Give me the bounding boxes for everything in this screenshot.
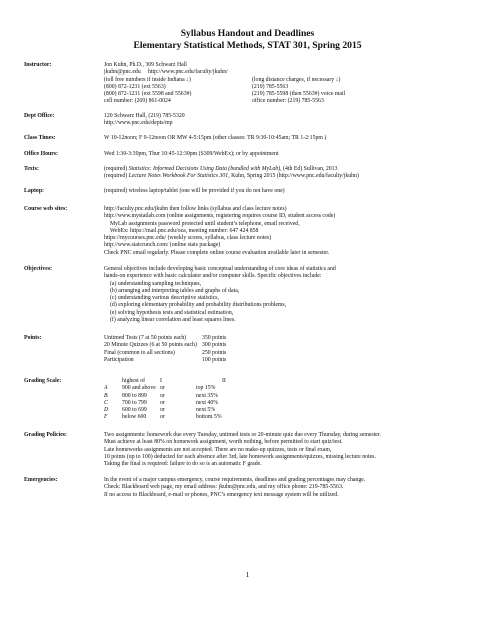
grade-letter: A	[104, 385, 108, 392]
grading-scale-header	[196, 378, 222, 385]
grading-scale-header	[104, 378, 122, 385]
phone-cell: (800) 872-1231 (ext 5598 and 5563#)	[104, 91, 192, 98]
phone-cell: (toll free numbers if inside Indiana ↓)	[104, 76, 191, 83]
dept-url: http://www.pnc.edu/depts/mp	[104, 120, 173, 127]
objective-line: (f) analyzing linear correlation and least squares lines.	[110, 317, 236, 324]
objectives-label: Objectives:	[24, 266, 53, 272]
emergency-line: Check: Blackboard web page, my email address: jkuhn@pnc.edu, and my office phone: 219-785-5563.	[104, 484, 344, 491]
objective-line: (b) arranging and interpreting tables and graphs of data,	[110, 287, 240, 294]
grading-scale-header: I	[160, 378, 162, 384]
phone-cell: cell number: (269) 861-0024	[104, 98, 171, 105]
grade-cell: next 35%	[196, 392, 219, 399]
grade-letter: B	[104, 392, 108, 399]
class-times-label: Class Times:	[24, 135, 56, 141]
grade-letter: D	[104, 407, 109, 414]
page-title: Syllabus Handout and Deadlines	[180, 28, 315, 39]
grade-cell: or	[160, 407, 165, 414]
class-times-text: W 10-12noon; F 9-12noon OR MW 4-5:15pm (other classes: TR 9:30-10:45am; TR 1-2:15pm )	[104, 135, 327, 141]
grade-cell: below 600	[122, 414, 147, 421]
objective-line: (a) understanding sampling techniques,	[110, 280, 202, 287]
grading-policy-line: 10 points (up to 100) deducted for each absence after 3rd, late homework assignments/quizzes, missing lecture notes.	[104, 453, 376, 460]
grading-policy-line: Late homeworks assignments are not accepted. There are no make-up quizzes, tests or final exam,	[104, 446, 332, 453]
grade-spacer	[222, 400, 262, 407]
grade-cell: 600 to 699	[122, 407, 147, 414]
laptop-label: Laptop:	[24, 188, 44, 194]
dept-label: Dept Office:	[24, 113, 55, 119]
phone-table	[104, 77, 480, 106]
points-value: 100 points	[202, 356, 227, 363]
grade-cell: next 40%	[196, 399, 219, 406]
objective-line: General objectives include developing basic conceptual understanding of core ideas of statistics and	[104, 266, 336, 272]
grading-scale-header: highest of	[122, 378, 146, 384]
page-subtitle: Elementary Statistical Methods, STAT 301, Spring 2015	[133, 40, 362, 51]
points-label: Points:	[24, 335, 42, 341]
text-1-title: Statistics: Informed Decisions Using Data (bundled with MyLab)	[128, 166, 281, 172]
texts-label: Texts:	[24, 166, 39, 172]
grade-cell: bottom 5%	[196, 414, 222, 421]
grading-policy-line: Taking the final is required: failure to do so is an automatic F grade.	[104, 461, 262, 468]
grade-cell: or	[160, 414, 165, 421]
grading-scale-table	[104, 378, 480, 422]
grade-letter: C	[104, 399, 108, 406]
grade-letter: F	[104, 414, 108, 421]
office-hours-label: Office Hours:	[24, 151, 58, 157]
emergency-line: In the event of a major campus emergency, course requirements, deadlines and grading percentages may change.	[104, 477, 366, 483]
grade-cell: top 15%	[196, 385, 216, 392]
points-table	[104, 335, 480, 364]
points-item: Untimed Tests (7 at 50 points each)	[104, 335, 187, 341]
text-2-title: Lecture Notes Workbook For Statistics 301	[128, 173, 229, 180]
emergencies-label: Emergencies:	[24, 477, 58, 483]
grade-cell: 900 and above	[122, 385, 156, 392]
points-value: 250 points	[202, 349, 227, 356]
instructor-contact-web: jkuhn@pnc.edu http://www.pnc.edu/faculty/jkuhn/	[104, 69, 228, 76]
grade-cell: or	[160, 399, 165, 406]
text-1-suffix: , (4th Ed) Sullivan, 2013	[280, 166, 338, 172]
office-hours-text: Wed 1:30-3:30pm, Thur 10:45-12:30pm (S309/WebEx); or by appointment	[104, 151, 279, 157]
page-number: 1	[245, 570, 250, 579]
points-item: Participation	[104, 356, 134, 363]
objective-line: (e) solving hypothesis tests and statistical estimation,	[110, 309, 234, 316]
phone-cell: (219) 785-5598 (then 5563#) voice mail	[252, 91, 346, 98]
phone-cell: (219) 785-5563	[252, 83, 289, 90]
phone-cell: (long distance charges, if necessary ↓)	[252, 76, 341, 83]
laptop-text: (required) wireless laptop/tablet (one will be provided if you do not have one)	[104, 188, 285, 194]
phone-cell: (800) 872-1231 (ext 5563)	[104, 83, 166, 90]
phone-cell: office number: (219) 785-5563	[252, 98, 324, 105]
grade-cell: or	[160, 392, 165, 399]
grade-cell: 700 to 799	[122, 399, 147, 406]
grade-cell: 800 to 899	[122, 392, 147, 399]
text-1-prefix: (required)	[104, 166, 129, 172]
objective-line: (c) understanding various descriptive statistics,	[110, 295, 219, 302]
points-value: 300 points	[202, 342, 227, 349]
dept-address: 120 Schwarz Hall, (219) 785-5320	[104, 113, 185, 119]
emergency-line: If no access to Blackboard, e-mail or phones, PNC’s emergency text message system will be utilized.	[104, 491, 339, 498]
instructor-name: Jon Kuhn, Ph.D., 309 Schwarz Hall	[104, 62, 187, 68]
course-web-line: http://www.mystatlab.com (online assignments, registering requires course ID, student access code)	[104, 213, 336, 220]
course-web-line: Check PNC email regularly. Please complete online course evaluation available later in semester.	[104, 249, 330, 256]
points-item: Final (common to all sections)	[104, 349, 175, 356]
grade-spacer	[222, 385, 262, 392]
grading-policy-line: Two assignments: homework due every Tuesday, untimed tests or 20-minute quiz due every Thursday, during semester.	[104, 432, 381, 438]
grade-spacer	[222, 393, 262, 400]
grade-spacer	[222, 414, 262, 421]
course-web-label: Course web sites:	[24, 206, 68, 212]
course-web-line: WebEx: https://mail.pnc.edu/oza, meeting number: 647 424 858	[110, 227, 259, 234]
points-item: 20 Minute Quizzes (6 at 50 points each)	[104, 342, 197, 349]
grading-policy-line: Must achieve at least 80% on homework assignment, worth nothing, before permitted to start quiz/test.	[104, 439, 343, 446]
course-web-line: http://faculty.pnc.edu/jkuhn then follow links (syllabus and class lecture notes)	[104, 206, 287, 212]
text-required-2	[104, 173, 480, 180]
course-web-line: http://www.statcrunch.com/ (online stats package)	[104, 242, 221, 249]
grading-scale-header: II	[222, 378, 226, 384]
course-web-line: https://mycourses.pnc.edu/ (weekly scores, syllabus, class lecture notes)	[104, 235, 272, 242]
grade-spacer	[222, 407, 262, 414]
course-web-line: MyLab assignments password protected until student’s telephone, email received,	[110, 220, 300, 227]
text-2-suffix: , Kuhn, Spring 2015 (http://www.pnc.edu/faculty/jkuhn)	[228, 173, 359, 180]
points-value: 350 points	[202, 335, 227, 341]
objective-line: (d) exploring elementary probability and probability distributions problems,	[110, 302, 287, 309]
instructor-label: Instructor:	[24, 62, 52, 68]
grade-cell: or	[160, 385, 165, 392]
grade-cell: next 5%	[196, 407, 216, 414]
grading-policies-label: Grading Policies:	[24, 432, 67, 438]
text-2-prefix: (required)	[104, 173, 129, 180]
grading-scale-label: Grading Scale:	[24, 378, 62, 384]
objective-line: hands-on experience with basic calculator and/or computer skills. Specific objectives include:	[104, 273, 322, 280]
